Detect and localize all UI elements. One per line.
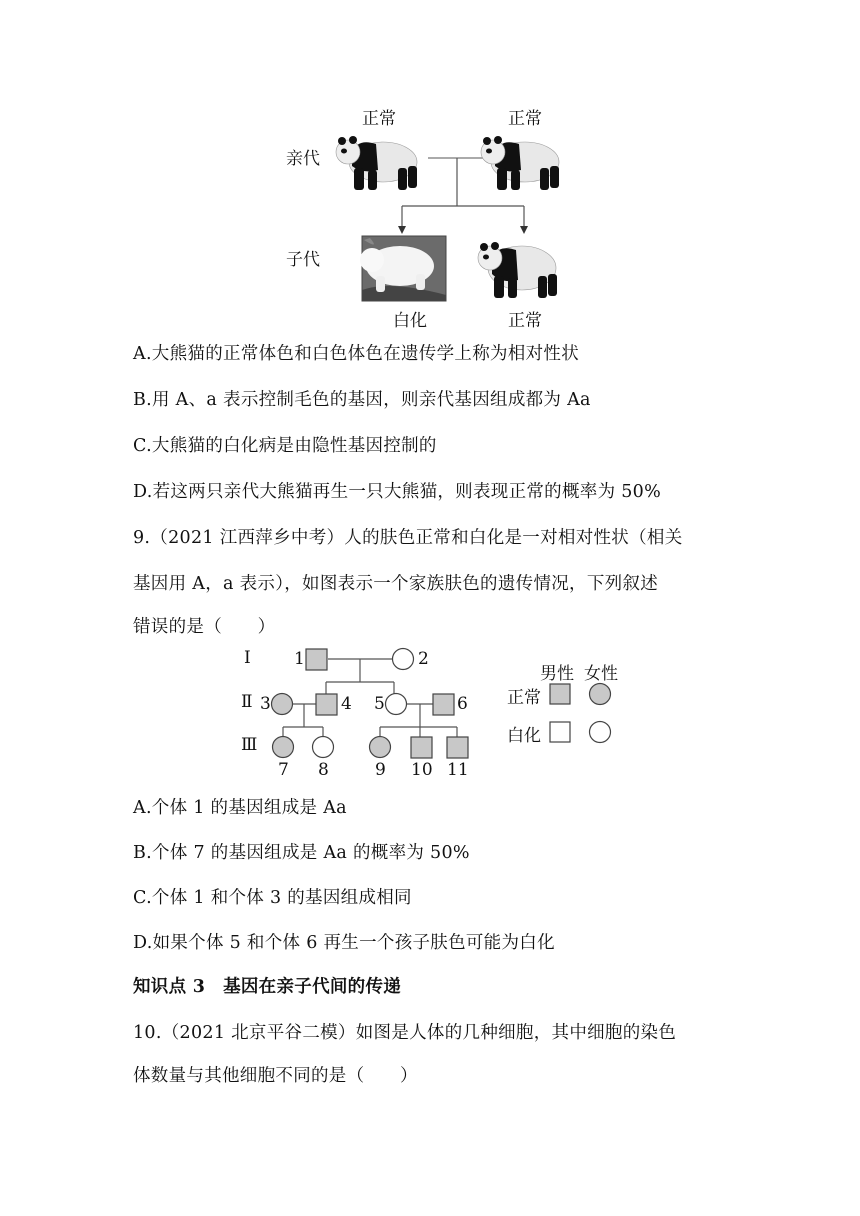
q9-stem-line-3: 错误的是（ ） [133, 617, 276, 637]
generation-label-1: Ⅰ [244, 648, 251, 668]
legend-normal-label: 正常 [507, 688, 541, 708]
individual-1-label: 1 [294, 649, 305, 669]
individual-2-label: 2 [418, 649, 429, 669]
individual-8-label: 8 [318, 760, 329, 780]
parent-right-phenotype: 正常 [508, 109, 542, 129]
q9-option-c: C.个体 1 和个体 3 的基因组成相同 [133, 888, 412, 908]
child-generation-label: 子代 [286, 250, 320, 270]
generation-label-3: Ⅲ [241, 735, 258, 755]
panda-child-normal [478, 242, 557, 298]
generation-label-2: Ⅱ [241, 692, 253, 712]
individual-5-label: 5 [374, 694, 385, 714]
individual-6-label: 6 [457, 694, 468, 714]
q9-option-a: A.个体 1 的基因组成是 Aa [133, 798, 347, 818]
q10-stem-line-2: 体数量与其他细胞不同的是（ ） [133, 1066, 418, 1086]
individual-7-label: 7 [278, 760, 289, 780]
panda-inheritance-figure [280, 100, 560, 335]
pedigree-chart [230, 645, 630, 785]
q9-option-d: D.如果个体 5 和个体 6 再生一个孩子肤色可能为白化 [133, 933, 555, 953]
legend-male-label: 男性 [540, 664, 574, 684]
q8-option-d: D.若这两只亲代大熊猫再生一只大熊猫，则表现正常的概率为 50% [133, 482, 662, 502]
q8-option-c: C.大熊猫的白化病是由隐性基因控制的 [133, 436, 437, 456]
individual-11-label: 11 [447, 760, 469, 780]
q8-option-b: B.用 A、a 表示控制毛色的基因，则亲代基因组成都为 Aa [133, 390, 591, 410]
section-title: 知识点 3 基因在亲子代间的传递 [133, 977, 402, 997]
child-left-phenotype: 白化 [393, 311, 427, 331]
panda-diagram-lines [280, 100, 560, 335]
q10-stem-line-1: 10.（2021 北京平谷二模）如图是人体的几种细胞，其中细胞的染色 [133, 1023, 677, 1043]
panda-parent-right [481, 136, 559, 190]
legend-albino-label: 白化 [507, 726, 541, 746]
q9-stem-line-1: 9.（2021 江西萍乡中考）人的肤色正常和白化是一对相对性状（相关 [133, 528, 683, 548]
q8-option-a: A.大熊猫的正常体色和白色体色在遗传学上称为相对性状 [133, 344, 579, 364]
child-right-phenotype: 正常 [508, 311, 542, 331]
parent-generation-label: 亲代 [286, 149, 320, 169]
q9-stem-line-2: 基因用 A，a 表示），如图表示一个家族肤色的遗传情况，下列叙述 [133, 574, 659, 594]
individual-3-label: 3 [260, 694, 271, 714]
individual-10-label: 10 [411, 760, 433, 780]
panda-child-albino [360, 236, 446, 301]
individual-4-label: 4 [341, 694, 352, 714]
parent-left-phenotype: 正常 [362, 109, 396, 129]
legend-female-label: 女性 [584, 664, 618, 684]
individual-9-label: 9 [375, 760, 386, 780]
q9-option-b: B.个体 7 的基因组成是 Aa 的概率为 50% [133, 843, 470, 863]
panda-parent-left [336, 136, 417, 190]
